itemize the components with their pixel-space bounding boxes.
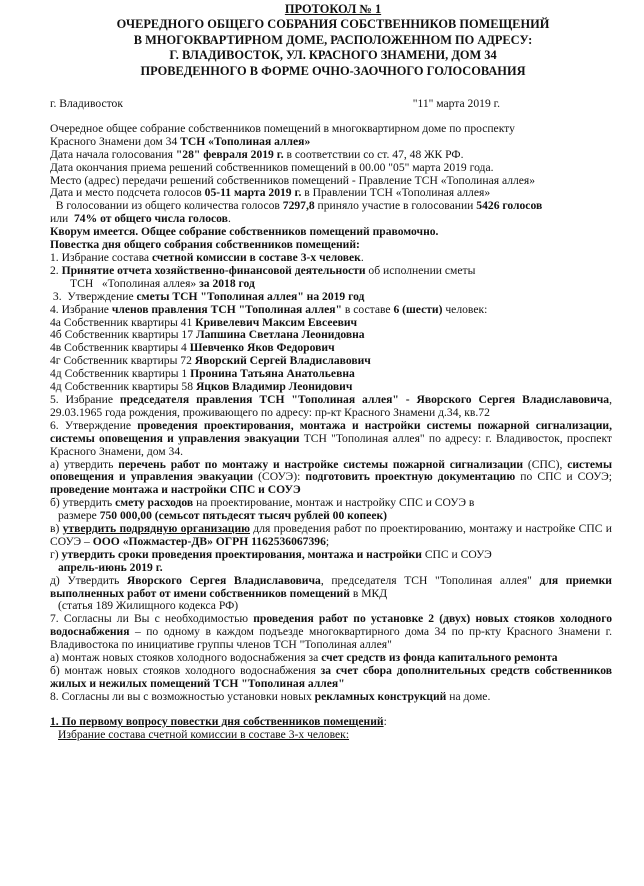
decisions-place: Место (адрес) передачи решений собственников помещений - Правление ТСН «Тополиная аллея»: [50, 173, 536, 187]
meeting-intro: [50, 123, 612, 239]
document-title: [54, 2, 612, 79]
city: г. Владивосток: [50, 97, 123, 111]
title-line-3: В МНОГОКВАРТИРНОМ ДОМЕ, РАСПОЛОЖЕННОМ ПО АДРЕСУ:: [133, 32, 533, 47]
agenda-item-2-cont: ТСН «Тополиная аллея» за 2018 год: [70, 276, 255, 290]
board-member: 4а Собственник квартиры 41 Кривелевич Максим Евсеевич: [50, 315, 358, 329]
voting-start: Дата начала голосования "28" февраля 2019 г. в соответствии со ст. 47, 48 ЖК РФ.: [50, 147, 464, 161]
section-1-subheading: Избрание состава счетной комиссии в составе 3-х человек:: [58, 727, 350, 741]
board-member: 4б Собственник квартиры 17 Лапшина Светлана Леонидовна: [50, 328, 365, 342]
document-date: "11" марта 2019 г.: [412, 97, 500, 111]
agenda-item-6d: д) Утвердить Яворского Сергея Владиславовича, председателя ТСН "Тополиная аллея" для приемки выполненных работ от имени собственников помещений в МКД: [50, 573, 612, 600]
agenda-item-7a: а) монтаж новых стояков холодного водоснабжения за счет средств из фонда капитального ремонта: [50, 651, 558, 665]
agenda-item-6v: в) утвердить подрядную организацию для проведения работ по проектированию, монтажу и настройке СПС и СОУЭ – ООО «Пожмастер-ДВ» ОГРН 1162536067396;: [50, 522, 612, 548]
place-date-row: [50, 98, 612, 111]
agenda-item-6b: б) утвердить смету расходов на проектирование, монтаж и настройку СПС и СОУЭ в: [50, 496, 475, 510]
title-line-4: Г. ВЛАДИВОСТОК, УЛ. КРАСНОГО ЗНАМЕНИ, ДОМ 34: [169, 48, 497, 63]
agenda-item-3: 3. Утверждение сметы ТСН "Тополиная аллея" на 2019 год: [50, 289, 365, 303]
board-member: 4д Собственник квартиры 1 Пронина Татьяна Анатольевна: [50, 367, 355, 381]
votes-summary-cont: или 74% от общего числа голосов.: [50, 212, 231, 226]
quorum-statement: Кворум имеется. Общее собрание собственников помещений правомочно.: [50, 225, 439, 239]
agenda-item-2: 2. Принятие отчета хозяйственно-финансовой деятельности об исполнении сметы: [50, 263, 476, 277]
agenda-item-5: 5. Избрание председателя правления ТСН "Тополиная аллея" - Яворского Сергея Владиславовича, 29.03.1965 года рождения, проживающего по адресу: пр-кт Красного Знамени д.34, кв.72: [50, 392, 612, 419]
section-1: [50, 716, 612, 742]
agenda-item-8: 8. Согласны ли вы с возможностью установки новых рекламных конструкций на доме.: [50, 689, 491, 703]
agenda-item-7b: б) монтаж новых стояков холодного водоснабжения за счет сбора дополнительных средств собственников жилых и нежилых помещений ТСН "Тополиная аллея": [50, 664, 612, 690]
agenda-item-6g: г) утвердить сроки проведения проектирования, монтажа и настройки СПС и СОУЭ: [50, 547, 492, 561]
agenda-item-6a: а) утвердить перечень работ по монтажу и настройке системы пожарной сигнализации (СПС), системы оповещения и управления эвакуации (СОУЭ): подготовить проектную документацию по СПС и СОУЭ; проведение монтажа и настройки СПС и СОУЭ: [50, 457, 612, 497]
section-1-heading: 1. По первому вопросу повестки дня собственников помещений:: [50, 714, 387, 728]
intro-line: Красного Знамени дом 34 ТСН «Тополиная аллея»: [50, 134, 311, 148]
title-line-1: ПРОТОКОЛ № 1: [284, 2, 382, 16]
agenda-item-7: 7. Согласны ли Вы с необходимостью проведения работ по установке 2 (двух) новых стояков холодного водоснабжения – по одному в каждом подъезде многоквартирного дома 34 по пр-кту Красного Знамени г. Владивостока по инициативе группы членов ТСН "Тополиная аллея": [50, 612, 612, 652]
agenda-item-1: 1. Избрание состава счетной комиссии в составе 3-х человек.: [50, 251, 364, 264]
title-line-5: ПРОВЕДЕННОГО В ФОРМЕ ОЧНО-ЗАОЧНОГО ГОЛОСОВАНИЯ: [140, 63, 526, 78]
board-member: 4г Собственник квартиры 72 Яворский Сергей Владиславович: [50, 354, 371, 368]
count-date-place: Дата и место подсчета голосов 05-11 марта 2019 г. в Правлении ТСН «Тополиная аллея»: [50, 186, 491, 200]
agenda-item-6: 6. Утверждение проведения проектирования, монтажа и настройки системы пожарной сигнализации, системы оповещения и управления эвакуации ТСН "Тополиная аллея" по адресу: г. Владивосток, проспект Красного Знамени, дом 34.: [50, 418, 613, 458]
agenda-item-6d-cont: (статья 189 Жилищного кодекса РФ): [58, 599, 239, 613]
title-line-2: ОЧЕРЕДНОГО ОБЩЕГО СОБРАНИЯ СОБСТВЕННИКОВ ПОМЕЩЕНИЙ: [116, 17, 550, 32]
agenda-item-6b-cont: размере 750 000,00 (семьсот пятьдесят тысяч рублей 00 копеек): [58, 509, 388, 523]
board-member: 4в Собственник квартиры 4 Шевченко Яков Федорович: [50, 341, 335, 355]
agenda-item-4: 4. Избрание членов правления ТСН "Тополиная аллея" в составе 6 (шести) человек:: [50, 302, 488, 316]
agenda-item-6g-cont: апрель-июнь 2019 г.: [58, 560, 163, 574]
agenda-heading: Повестка дня общего собрания собственников помещений:: [50, 238, 360, 252]
board-member: 4д Собственник квартиры 58 Яцков Владимир Леонидович: [50, 380, 353, 394]
intro-line: Очередное общее собрание собственников помещений в многоквартирном доме по проспекту: [50, 121, 515, 135]
votes-summary: В голосовании из общего количества голосов 7297,8 приняло участие в голосовании 5426 голосов: [50, 199, 543, 213]
voting-end: Дата окончания приема решений собственников помещений в 00.00 "05" марта 2019 года.: [50, 160, 494, 174]
agenda: [50, 239, 612, 704]
